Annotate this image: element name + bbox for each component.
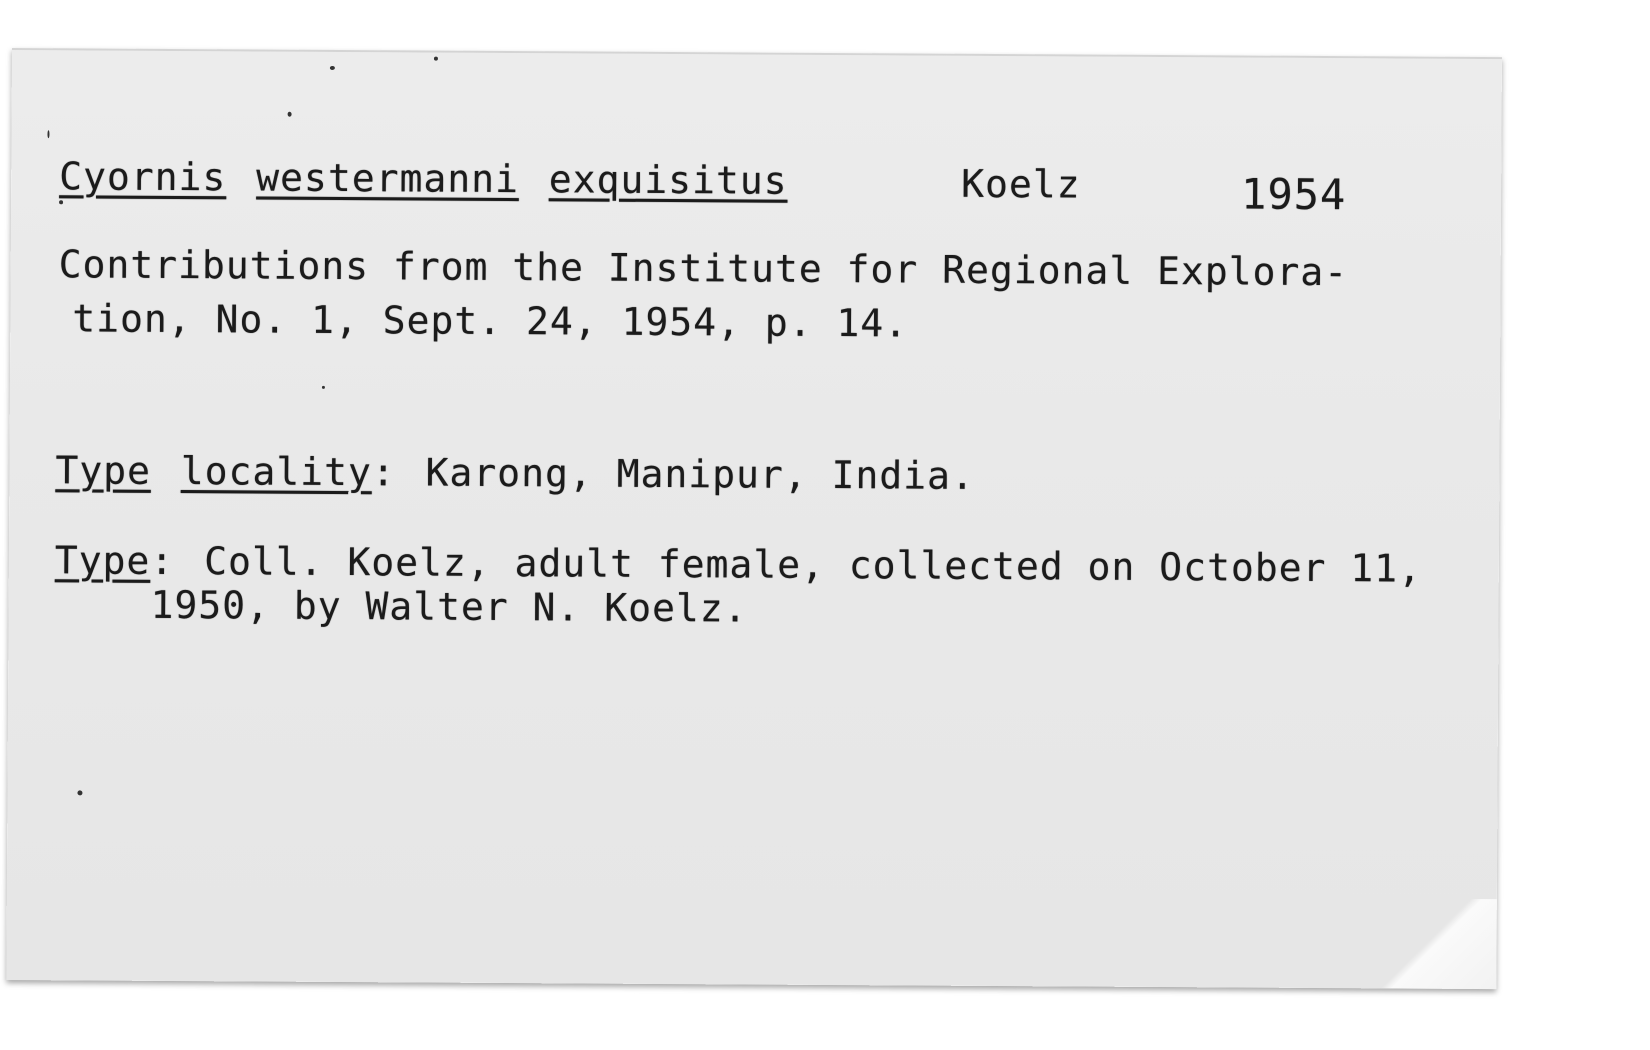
index-card: [6, 48, 1502, 989]
citation-line-1: Contributions from the Institute for Regional Explora-: [58, 242, 1349, 295]
type-locality-label-word2: locality: [180, 449, 372, 495]
citation-line-2: tion, No. 1, Sept. 24, 1954, p. 14.: [72, 296, 909, 346]
type-locality-line: [55, 448, 975, 498]
species-name: westermanni: [256, 155, 520, 202]
type-text-line-1: Coll. Koelz, adult female, collected on October 11,: [204, 539, 1423, 591]
type-locality-separator: :: [371, 450, 396, 495]
type-locality-label-word1: Type: [55, 448, 152, 493]
scan-speck: [288, 112, 292, 117]
type-label: Type: [54, 538, 151, 583]
card-heading: [59, 154, 788, 202]
type-separator: :: [150, 538, 175, 584]
type-text-line-2: 1950, by Walter N. Koelz.: [150, 582, 748, 631]
author-name: Koelz: [961, 161, 1081, 207]
scan-speck: [330, 66, 335, 70]
type-locality-value: Karong, Manipur, India.: [425, 450, 975, 498]
scan-speck: [322, 386, 325, 389]
genus-name: Cyornis: [59, 154, 227, 200]
scan-speck: [77, 790, 82, 795]
scan-speck: [59, 200, 63, 204]
subspecies-name: exquisitus: [548, 157, 788, 203]
scan-speck: [47, 130, 49, 138]
year: 1954: [1240, 169, 1347, 220]
scan-speck: [434, 57, 438, 61]
